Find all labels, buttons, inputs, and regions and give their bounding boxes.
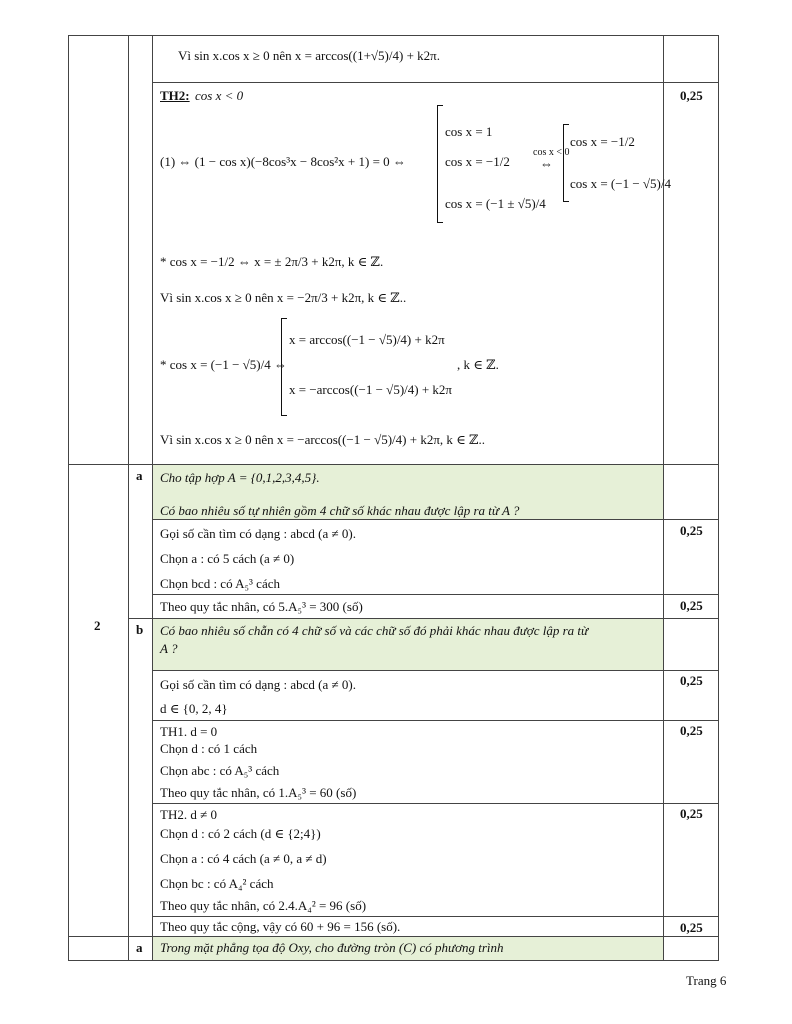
q2b-prompt-line-1: Có bao nhiêu số chẵn có 4 chữ số và các chữ số đó phải khác nhau được lập ra từ bbox=[160, 623, 589, 638]
vi-line-3: Vì sin x.cos x ≥ 0 nên x = −arccos((−1 − √5)/4) + k2π, k ∈ ℤ.. bbox=[160, 432, 485, 447]
system1-line-2: cos x = −1/2 bbox=[445, 154, 510, 169]
equivalence-arrow: ⇔ bbox=[540, 156, 553, 171]
q2b-th2-line-1: TH2. d ≠ 0 bbox=[160, 807, 217, 822]
q2b-score-2: 0,25 bbox=[680, 723, 703, 738]
page-label: Trang 6 bbox=[686, 973, 727, 988]
q2a-prompt-line-1: Cho tập hợp A = {0,1,2,3,4,5}. bbox=[160, 470, 320, 485]
q2b-step-2: d ∈ {0, 2, 4} bbox=[160, 701, 228, 716]
q2a-score-1: 0,25 bbox=[680, 523, 703, 538]
star-line-1: * cos x = −1/2 ⇔ x = ± 2π/3 + k2π, k ∈ ℤ. bbox=[160, 254, 384, 269]
q2b-prompt-line-2: A ? bbox=[160, 641, 178, 656]
q2b-th1-line-4: Theo quy tắc nhân, có 1.A₅³ = 60 (số) bbox=[160, 785, 357, 800]
system-bracket-2 bbox=[563, 124, 569, 202]
system-bracket-1 bbox=[437, 105, 443, 223]
q2b-score-4: 0,25 bbox=[680, 920, 703, 935]
score-th2: 0,25 bbox=[680, 88, 703, 103]
system2-line-1: cos x = −1/2 bbox=[570, 134, 635, 149]
q2a-step-4: Theo quy tắc nhân, có 5.A₅³ = 300 (số) bbox=[160, 599, 363, 614]
q2b-score-3: 0,25 bbox=[680, 806, 703, 821]
q2b-th2-line-4: Chọn bc : có A₄² cách bbox=[160, 876, 274, 891]
q2b-th2-line-3: Chọn a : có 4 cách (a ≠ 0, a ≠ d) bbox=[160, 851, 327, 866]
condition-small: cos x < 0 bbox=[533, 147, 570, 158]
q2b-final-line: Theo quy tắc cộng, vậy có 60 + 96 = 156 (số). bbox=[160, 919, 401, 934]
system2-line-2: cos x = (−1 − √5)/4 bbox=[570, 176, 671, 191]
question-number-2: 2 bbox=[94, 618, 101, 633]
q3a-label: a bbox=[136, 940, 143, 955]
vi-line-1: Vì sin x.cos x ≥ 0 nên x = arccos((1+√5)/4) + k2π. bbox=[178, 48, 440, 63]
part-b-label: b bbox=[136, 622, 144, 637]
q2b-th2-line-5: Theo quy tắc nhân, có 2.4.A₄² = 96 (số) bbox=[160, 898, 367, 913]
vi-line-2: Vì sin x.cos x ≥ 0 nên x = −2π/3 + k2π, k ∈ ℤ.. bbox=[160, 290, 407, 305]
equation-left: (1) ⇔ (1 − cos x)(−8cos³x − 8cos²x + 1) = 0 ⇔ bbox=[160, 154, 406, 169]
q2b-th1-line-3: Chọn abc : có A₅³ cách bbox=[160, 763, 280, 778]
system-bracket-3 bbox=[281, 318, 287, 416]
star2-system-line-2: x = −arccos((−1 − √5)/4) + k2π bbox=[289, 382, 452, 397]
th2-condition: cos x < 0 bbox=[195, 88, 244, 103]
q2b-th2-line-2: Chọn d : có 2 cách (d ∈ {2;4}) bbox=[160, 826, 321, 841]
q3a-prompt: Trong mặt phẳng tọa độ Oxy, cho đường tròn (C) có phương trình bbox=[160, 940, 504, 955]
q2b-step-1: Gọi số cần tìm có dạng : abcd (a ≠ 0). bbox=[160, 677, 356, 692]
system1-line-3: cos x = (−1 ± √5)/4 bbox=[445, 196, 546, 211]
q2a-step-2: Chọn a : có 5 cách (a ≠ 0) bbox=[160, 551, 295, 566]
part-a-label: a bbox=[136, 468, 143, 483]
star2-system-line-1: x = arccos((−1 − √5)/4) + k2π bbox=[289, 332, 445, 347]
q2a-step-3: Chọn bcd : có A₅³ cách bbox=[160, 576, 280, 591]
star2-k-condition: , k ∈ ℤ. bbox=[457, 357, 499, 372]
q2a-prompt-line-2: Có bao nhiêu số tự nhiên gồm 4 chữ số khác nhau được lập ra từ A ? bbox=[160, 503, 520, 518]
q2a-score-2: 0,25 bbox=[680, 598, 703, 613]
q2b-score-1: 0,25 bbox=[680, 673, 703, 688]
q2b-th1-line-2: Chọn d : có 1 cách bbox=[160, 741, 258, 756]
q2a-step-1: Gọi số cần tìm có dạng : abcd (a ≠ 0). bbox=[160, 526, 356, 541]
th2-title: TH2: bbox=[160, 88, 190, 103]
q2b-th1-line-1: TH1. d = 0 bbox=[160, 724, 218, 739]
star-line-2: * cos x = (−1 − √5)/4 ⇔ bbox=[160, 357, 287, 372]
system1-line-1: cos x = 1 bbox=[445, 124, 493, 139]
